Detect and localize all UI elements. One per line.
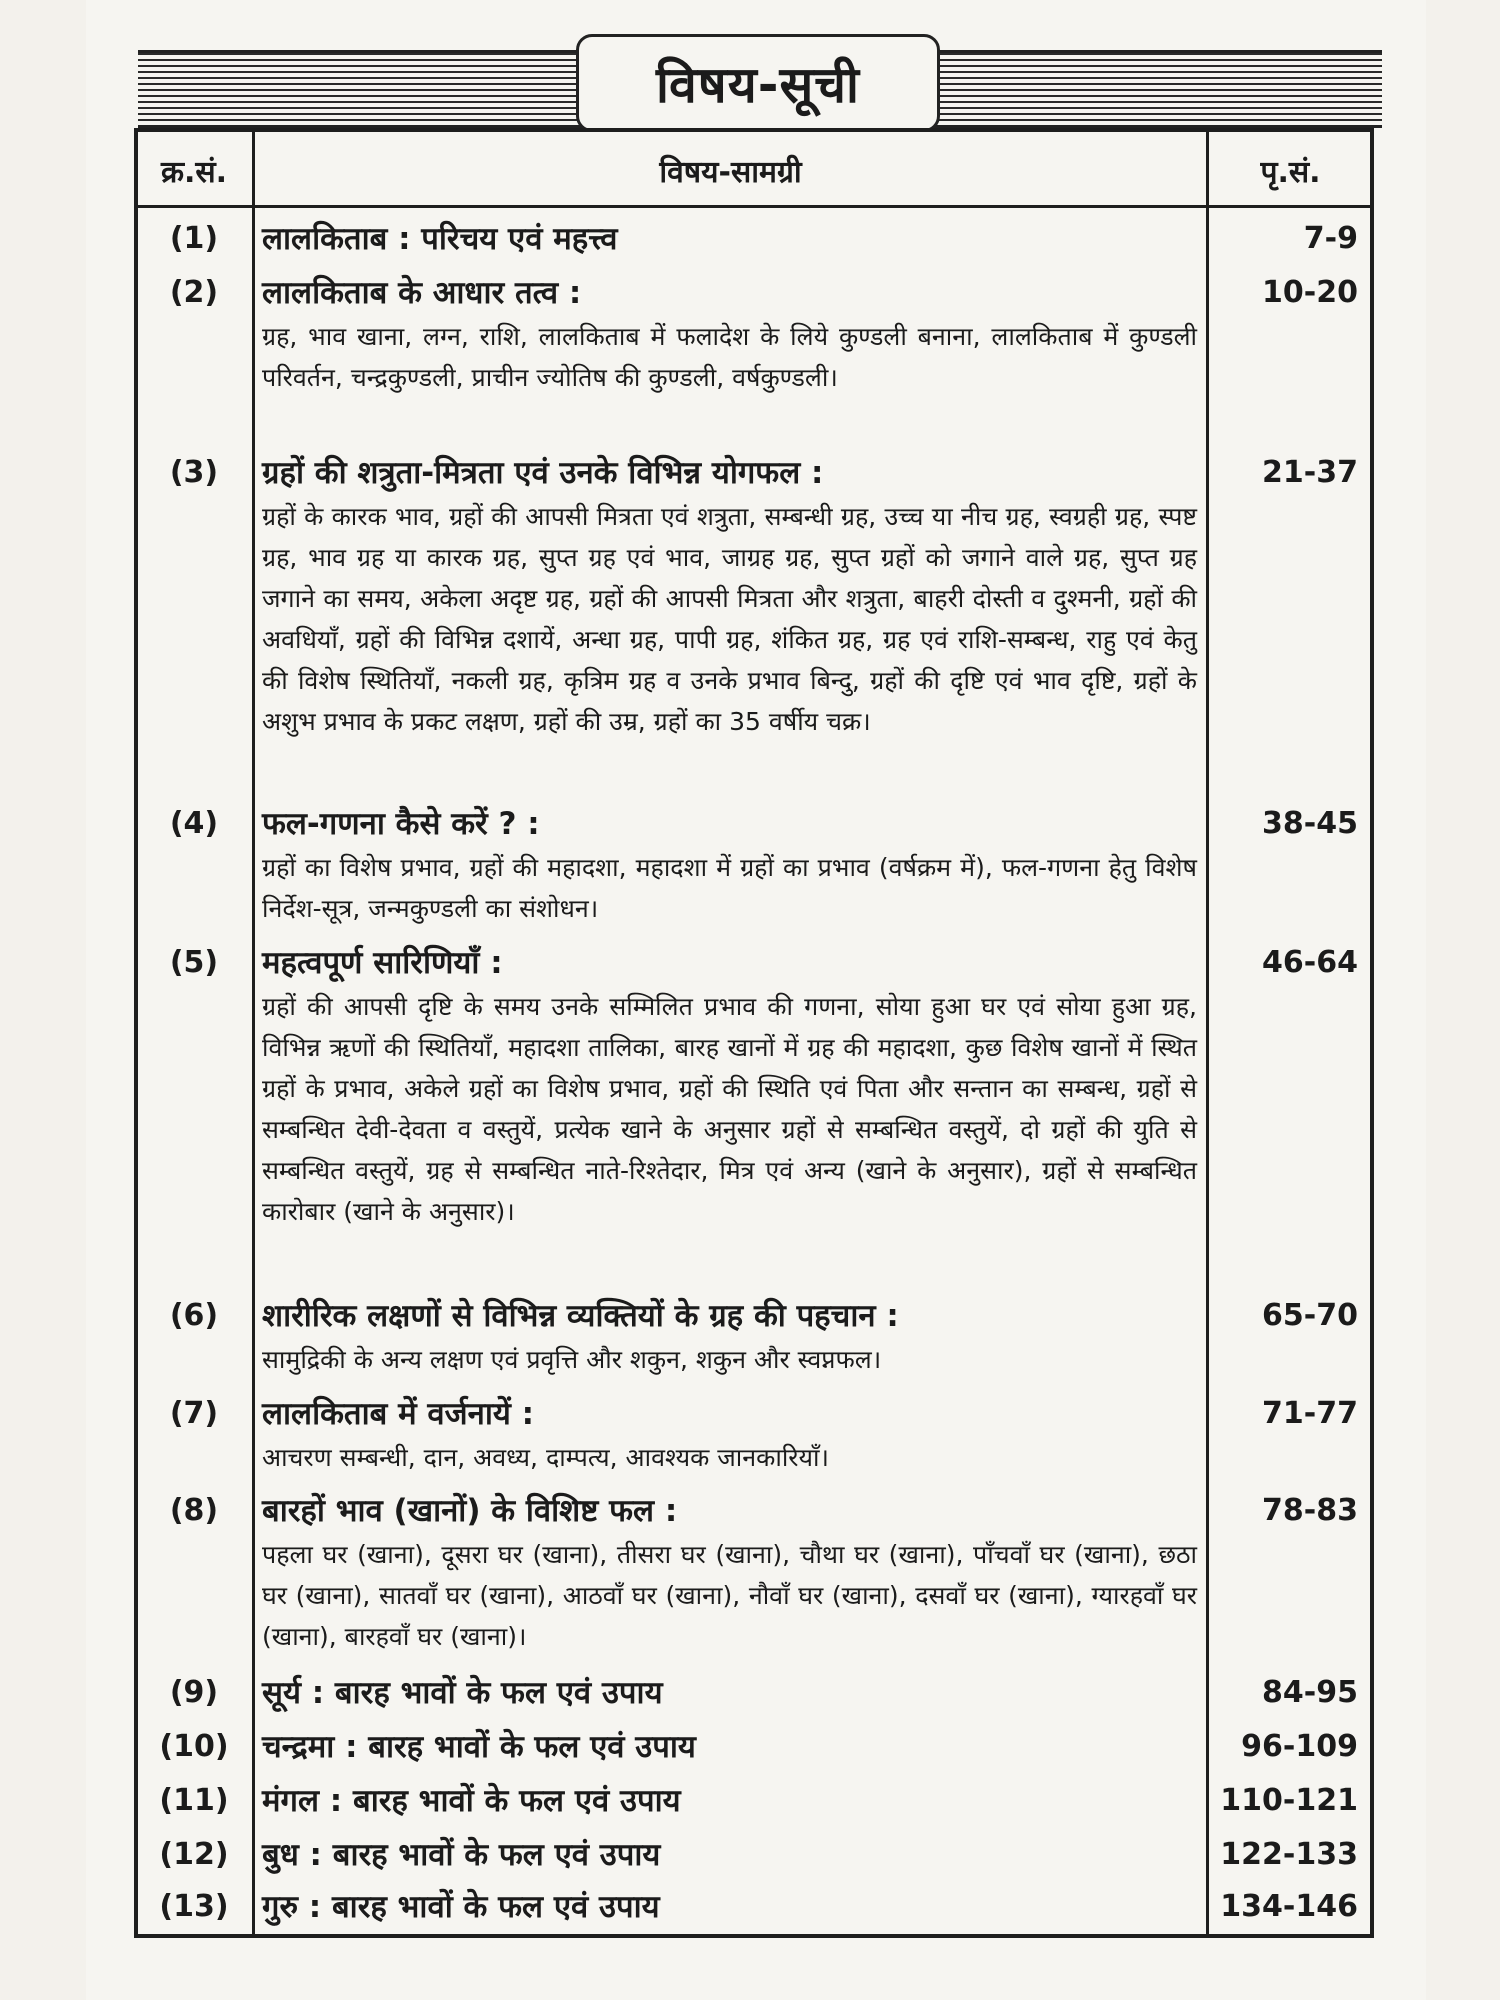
row-pages: 65-70 [1262,1298,1358,1333]
row-title: गुरु : बारह भावों के फल एवं उपाय [262,1889,660,1925]
row-pages: 10-20 [1262,275,1358,310]
header-page-number: पृ.सं. [1260,154,1321,190]
page-title: विषय-सूची [576,34,940,132]
row-pages: 84-95 [1262,1675,1358,1710]
row-pages: 21-37 [1262,455,1358,490]
row-pages: 134-146 [1220,1889,1358,1924]
row-serial: (11) [159,1783,229,1818]
row-serial: (2) [169,275,219,310]
row-serial: (8) [169,1493,219,1528]
row-pages: 46-64 [1262,945,1358,980]
row-description: ग्रहों के कारक भाव, ग्रहों की आपसी मित्रता एवं शत्रुता, सम्बन्धी ग्रह, उच्च या नीच ग्रह, स्वग्रही ग्रह, स्पष्ट ग्रह, भाव ग्रह या कारक ग्रह, सुप्त ग्रह एवं भाव, जाग्रह ग्रह, सुप्त ग्रहों को जगाने वाले ग्रह, सुप्त ग्रह जगाने का समय, अकेला अदृष्ट ग्रह, ग्रहों की आपसी मित्रता और शत्रुता, बाहरी दोस्ती व दुश्मनी, ग्रहों की अवधियाँ, ग्रहों की विभिन्न दशायें, अन्धा ग्रह, पापी ग्रह, शंकित ग्रह, ग्रह एवं राशि-सम्बन्ध, राहु एवं केतु की विशेष स्थितियाँ, नकली ग्रह, कृत्रिम ग्रह व उनके प्रभाव बिन्दु, ग्रहों की दृष्टि एवं भाव दृष्टि, ग्रहों के अशुभ प्रभाव के प्रकट लक्षण, ग्रहों की उम्र, ग्रहों का 35 वर्षीय चक्र। [262,502,1197,736]
row-pages: 38-45 [1262,806,1358,841]
row-description: ग्रहों का विशेष प्रभाव, ग्रहों की महादशा, महादशा में ग्रहों का प्रभाव (वर्षक्रम में), फल-गणना हेतु विशेष निर्देश-सूत्र, जन्मकुण्डली का संशोधन। [262,853,1197,923]
header-serial-number: क्र.सं. [160,154,228,190]
row-title: बुध : बारह भावों के फल एवं उपाय [262,1837,661,1873]
row-serial: (9) [169,1675,219,1710]
row-serial: (3) [169,455,219,490]
row-pages: 7-9 [1303,221,1358,256]
row-serial: (5) [169,945,219,980]
row-serial: (12) [159,1837,229,1872]
row-title: मंगल : बारह भावों के फल एवं उपाय [262,1783,681,1819]
row-description: पहला घर (खाना), दूसरा घर (खाना), तीसरा घर (खाना), चौथा घर (खाना), पाँचवाँ घर (खाना), छठा घर (खाना), सातवाँ घर (खाना), आठवाँ घर (खाना), नौवाँ घर (खाना), दसवाँ घर (खाना), ग्यारहवाँ घर (खाना), बारहवाँ घर (खाना)। [262,1540,1197,1651]
row-title: लालकिताब के आधार तत्व : [262,275,582,311]
header-subject: विषय-सामग्री [659,154,802,190]
row-description: ग्रहों की आपसी दृष्टि के समय उनके सम्मिलित प्रभाव की गणना, सोया हुआ घर एवं सोया हुआ ग्रह, विभिन्न ऋणों की स्थितियाँ, महादशा तालिका, बारह खानों में ग्रह की महादशा, कुछ विशेष खानों में स्थित ग्रहों के प्रभाव, अकेले ग्रहों का विशेष प्रभाव, ग्रहों की स्थिति एवं पिता और सन्तान का सम्बन्ध, ग्रहों से सम्बन्धित देवी-देवता व वस्तुयें, प्रत्येक खाने के अनुसार ग्रहों से सम्बन्धित वस्तुयें, दो ग्रहों की युति से सम्बन्धित वस्तुयें, ग्रह से सम्बन्धित नाते-रिश्तेदार, मित्र एवं अन्य (खाने के अनुसार), ग्रहों से सम्बन्धित कारोबार (खाने के अनुसार)। [262,992,1197,1226]
row-pages: 122-133 [1220,1837,1358,1872]
row-title: सूर्य : बारह भावों के फल एवं उपाय [262,1675,663,1711]
row-description: ग्रह, भाव खाना, लग्न, राशि, लालकिताब में फलादेश के लिये कुण्डली बनाना, लालकिताब में कुण्डली परिवर्तन, चन्द्रकुण्डली, प्राचीन ज्योतिष की कुण्डली, वर्षकुण्डली। [262,322,1197,392]
row-pages: 110-121 [1220,1783,1358,1818]
row-serial: (1) [169,221,219,256]
column-divider [1206,128,1209,1938]
column-divider [252,128,255,1938]
row-pages: 78-83 [1262,1493,1358,1528]
row-serial: (13) [159,1889,229,1924]
row-title: बारहों भाव (खानों) के विशिष्ट फल : [262,1493,678,1529]
row-title: लालकिताब : परिचय एवं महत्त्व [262,221,618,257]
row-title: महत्वपूर्ण सारिणियाँ : [262,945,503,981]
header-divider [134,205,1374,208]
row-title: चन्द्रमा : बारह भावों के फल एवं उपाय [262,1729,696,1765]
row-title: लालकिताब में वर्जनायें : [262,1396,535,1432]
row-title: फल-गणना कैसे करें ? : [262,806,540,842]
row-pages: 96-109 [1241,1729,1358,1764]
row-pages: 71-77 [1262,1396,1358,1431]
row-serial: (10) [159,1729,229,1764]
row-title: शारीरिक लक्षणों से विभिन्न व्यक्तियों के ग्रह की पहचान : [262,1298,899,1334]
row-serial: (7) [169,1396,219,1431]
row-serial: (6) [169,1298,219,1333]
row-title: ग्रहों की शत्रुता-मित्रता एवं उनके विभिन्न योगफल : [262,455,824,491]
row-description: सामुद्रिकी के अन्य लक्षण एवं प्रवृत्ति और शकुन, शकुन और स्वप्नफल। [262,1345,882,1374]
row-serial: (4) [169,806,219,841]
row-description: आचरण सम्बन्धी, दान, अवध्य, दाम्पत्य, आवश्यक जानकारियाँ। [262,1443,829,1472]
